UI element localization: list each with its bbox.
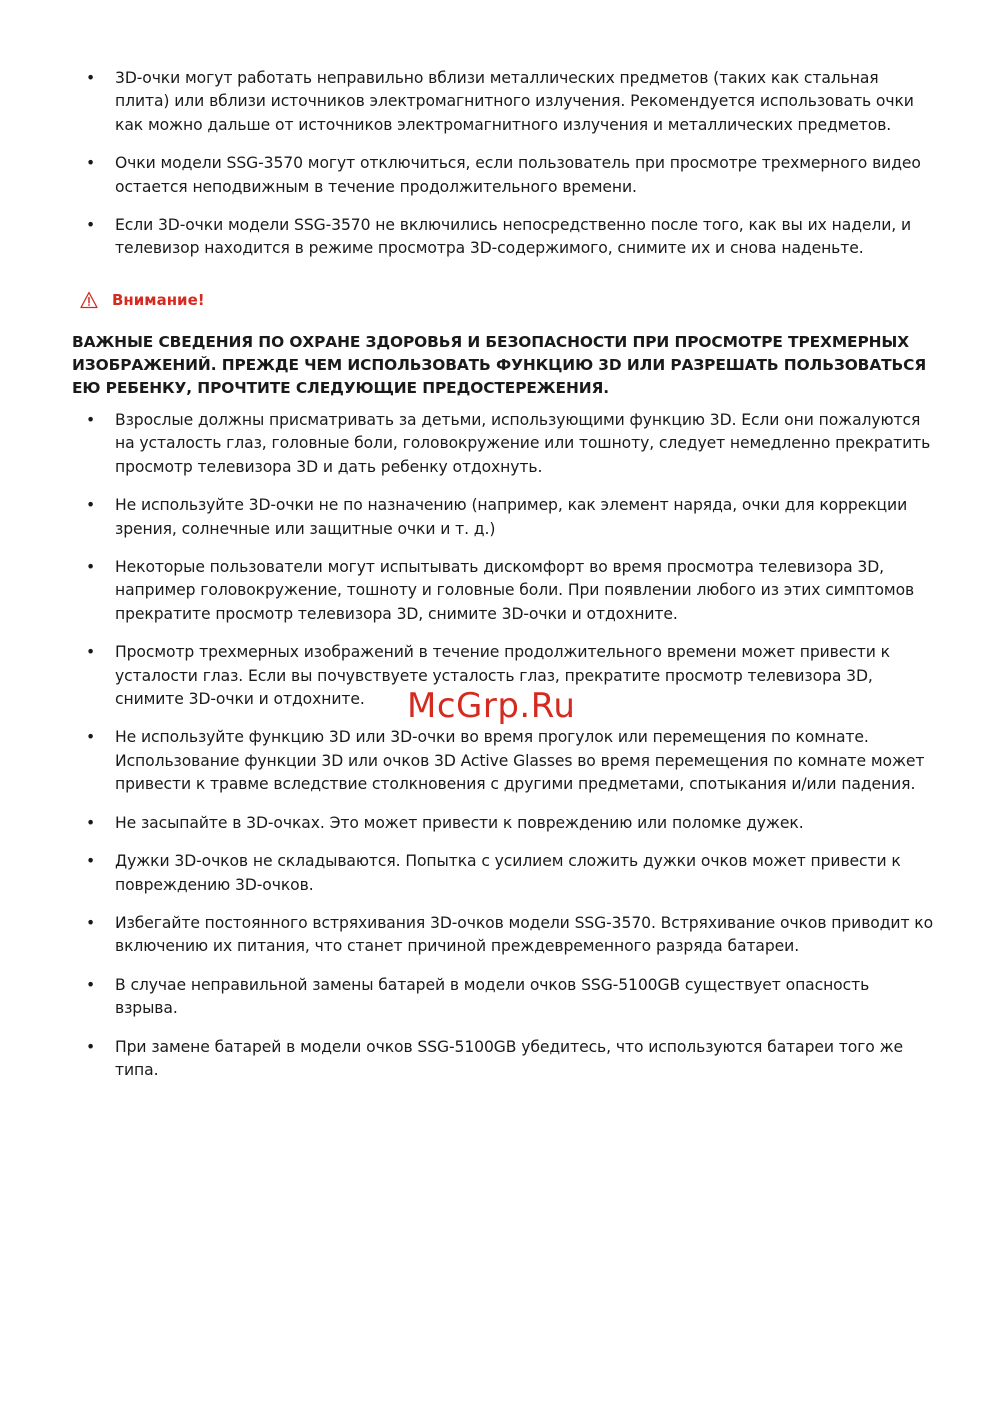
list-item xyxy=(86,812,936,835)
bullet-icon: • xyxy=(86,913,96,932)
list-item-text: При замене батарей в модели очков SSG-5100GB убедитесь, что используются батареи того же типа. xyxy=(115,1037,904,1079)
list-item xyxy=(86,556,936,626)
section-heading: ВАЖНЫЕ СВЕДЕНИЯ ПО ОХРАНЕ ЗДОРОВЬЯ И БЕЗОПАСНОСТИ ПРИ ПРОСМОТРЕ ТРЕХМЕРНЫХ ИЗОБРАЖЕНИЙ. ПРЕЖДЕ ЧЕМ ИСПОЛЬЗОВАТЬ ФУНКЦИЮ 3D ИЛИ РАЗРЕШАТЬ ПОЛЬЗОВАТЬСЯ ЕЮ РЕБЕНКУ, ПРОЧТИТЕ СЛЕДУЮЩИЕ ПРЕДОСТЕРЕЖЕНИЯ. xyxy=(72,333,927,398)
warning-label: Внимание! xyxy=(112,291,205,309)
top-bullet-list xyxy=(86,67,936,276)
list-item xyxy=(86,912,936,959)
bullet-icon: • xyxy=(86,154,96,173)
list-item-text: Избегайте постоянного встряхивания 3D-очков модели SSG-3570. Встряхивание очков приводит ко включению их питания, что станет причиной преждевременного разряда батареи. xyxy=(115,913,934,956)
bullet-icon: • xyxy=(86,69,96,87)
list-item-text: В случае неправильной замены батарей в модели очков SSG-5100GB существует опасность взрыва. xyxy=(115,975,870,1018)
bullet-icon: • xyxy=(86,813,96,832)
bullet-icon: • xyxy=(86,411,96,429)
list-item-text: Очки модели SSG-3570 могут отключиться, если пользователь при просмотре трехмерного видео остается неподвижным в течение продолжительного времени. xyxy=(115,154,921,196)
list-item-text: Не используйте 3D-очки не по назначению (например, как элемент наряда, очки для коррекции зрения, солнечные или защитные очки и т. д.) xyxy=(115,496,908,538)
list-item xyxy=(86,974,936,1021)
list-item-text: Некоторые пользователи могут испытывать дискомфорт во время просмотра телевизора 3D, например головокружение, тошноту и головные боли. При появлении любого из этих симптомов прекратите просмотр телевизора 3D, снимите 3D-очки и отдохните. xyxy=(115,558,915,623)
list-item xyxy=(86,494,936,541)
bullet-icon: • xyxy=(86,975,96,994)
list-item-text: 3D-очки могут работать неправильно вблизи металлических предметов (таких как стальная плита) или вблизи источников электромагнитного излучения. Рекомендуется использовать очки как можно дальше от источников электромагнитного излучения и металлических предметов. xyxy=(115,69,914,134)
list-item xyxy=(86,850,936,897)
warning-callout xyxy=(80,289,205,311)
list-item-text: Дужки 3D-очков не складываются. Попытка с усилием сложить дужки очков может привести к повреждению 3D-очков. xyxy=(115,852,901,894)
list-item-text: Не засыпайте в 3D-очках. Это может привести к повреждению или поломке дужек. xyxy=(115,813,804,832)
list-item xyxy=(86,1036,936,1083)
bullet-icon: • xyxy=(86,1037,96,1056)
warning-triangle-icon xyxy=(80,291,98,309)
list-item xyxy=(86,214,936,261)
bullet-icon: • xyxy=(86,496,96,515)
bullet-icon: • xyxy=(86,852,96,871)
bullet-icon: • xyxy=(86,728,96,747)
list-item-text: Взрослые должны присматривать за детьми, использующими функцию 3D. Если они пожалуются на усталость глаз, головные боли, головокружение или тошноту, следует немедленно прекратить просмотр телевизора 3D и дать ребенку отдохнуть. xyxy=(115,411,931,476)
list-item-text: Не используйте функцию 3D или 3D-очки во время прогулок или перемещения по комнате. Использование функции 3D или очков 3D Active Glasses во время перемещения по комнате может привести к травме вследствие столкновения с другими предметами, спотыкания и/или падения. xyxy=(115,728,925,794)
list-item xyxy=(86,726,936,796)
bullet-icon: • xyxy=(86,216,96,235)
bullet-icon: • xyxy=(86,643,96,662)
safety-bullet-list xyxy=(86,409,936,1097)
watermark: McGrp.Ru xyxy=(407,686,576,726)
list-item-text: Просмотр трехмерных изображений в течение продолжительного времени может привести к усталости глаз. Если вы почувствуете усталость глаз, прекратите просмотр телевизора 3D, снимите 3D-очки и отдохните. xyxy=(115,643,890,709)
list-item xyxy=(86,409,936,479)
list-item xyxy=(86,152,936,199)
bullet-icon: • xyxy=(86,558,96,577)
list-item-text: Если 3D-очки модели SSG-3570 не включились непосредственно после того, как вы их надели, и телевизор находится в режиме просмотра 3D-содержимого, снимите их и снова наденьте. xyxy=(115,216,912,258)
list-item xyxy=(86,67,936,137)
